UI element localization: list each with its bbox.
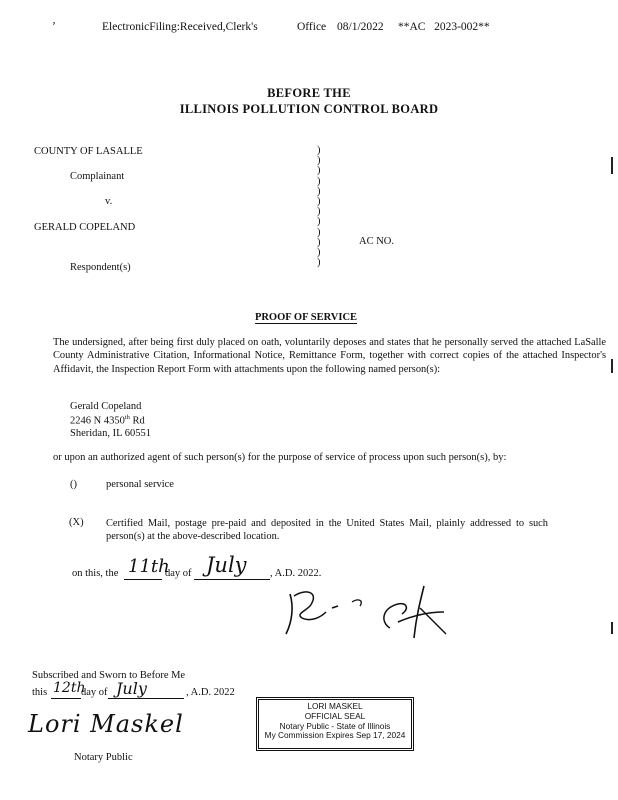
stray-mark: ʼ xyxy=(52,21,56,33)
seal-name: LORI MASKEL xyxy=(307,701,363,711)
notary-this: this xyxy=(32,687,48,698)
signed-month: July xyxy=(206,553,247,577)
addressee-name: Gerald Copeland xyxy=(70,401,142,412)
seal-expiry: My Commission Expires Sep 17, 2024 xyxy=(264,730,406,741)
notary-day: 12th xyxy=(53,680,86,696)
signed-year: , A.D. 2022. xyxy=(270,568,322,579)
inspector-signature xyxy=(280,582,460,642)
notary-month: July xyxy=(116,679,147,698)
signed-month-line xyxy=(194,579,270,580)
title-line-1: BEFORE THE xyxy=(267,86,351,100)
seal-state: Notary Public - State of Illinois xyxy=(279,720,391,731)
signed-day: 11th xyxy=(128,556,170,577)
proof-paragraph: The undersigned, after being first duly placed on oath, voluntarily deposes and states that he personally served the attached LaSalle County Administrative Citation, Informational Notice, Remittance Form, together with correct copies of the attached Inspector's Affidavit, the Inspection Report Form with attachments upon the following named person(s): xyxy=(53,337,606,375)
filing-label: ElectronicFiling:Received,Clerk's xyxy=(102,21,258,33)
seal-label: OFFICIAL SEAL xyxy=(304,710,366,721)
versus-label: v. xyxy=(105,196,113,207)
margin-mark xyxy=(611,622,613,634)
certified-mail-checkbox: (X) xyxy=(69,517,84,528)
personal-service-label: personal service xyxy=(106,479,174,490)
respondent-role: Respondent(s) xyxy=(70,262,131,273)
signed-day-line xyxy=(124,579,162,580)
notary-role: Notary Public xyxy=(74,752,133,763)
title-line-2: ILLINOIS POLLUTION CONTROL BOARD xyxy=(179,102,439,116)
notary-signature: Lori Maskel xyxy=(28,710,184,738)
notary-day-line xyxy=(51,698,81,699)
notary-month-line xyxy=(108,698,184,699)
margin-mark xyxy=(611,359,613,373)
complainant-role: Complainant xyxy=(70,171,125,182)
case-reference: **AC 2023-002** xyxy=(398,21,490,33)
proof-heading: PROOF OF SERVICE xyxy=(254,312,358,323)
signed-day-of: day of xyxy=(165,568,192,579)
notary-day-of: day of xyxy=(81,687,108,698)
addressee-street: 2246 N 4350th Rd xyxy=(70,414,145,427)
addressee-city: Sheridan, IL 60551 xyxy=(70,428,151,439)
filing-date: 08/1/2022 xyxy=(337,21,384,33)
caption-parentheses: ) ) ) ) ) ) ) ) ) ) ) ) xyxy=(317,145,321,269)
ac-number-label: AC NO. xyxy=(359,236,395,247)
signed-prefix: on this, the xyxy=(72,568,119,579)
official-seal xyxy=(256,697,414,751)
respondent-name: GERALD COPELAND xyxy=(34,222,136,233)
certified-mail-label: Certified Mail, postage pre-paid and deposited in the United States Mail, plainly addressed to such person(s) at the above-described location. xyxy=(106,518,548,543)
margin-mark xyxy=(611,157,613,174)
notary-year: , A.D. 2022 xyxy=(186,687,235,698)
complainant-name: COUNTY OF LASALLE xyxy=(34,146,143,157)
office-label: Office xyxy=(297,21,327,33)
subscribed-text: Subscribed and Sworn to Before Me xyxy=(32,670,186,681)
personal-service-checkbox: () xyxy=(70,479,77,490)
agent-text: or upon an authorized agent of such person(s) for the purpose of service of process upon such person(s), by: xyxy=(53,452,507,463)
